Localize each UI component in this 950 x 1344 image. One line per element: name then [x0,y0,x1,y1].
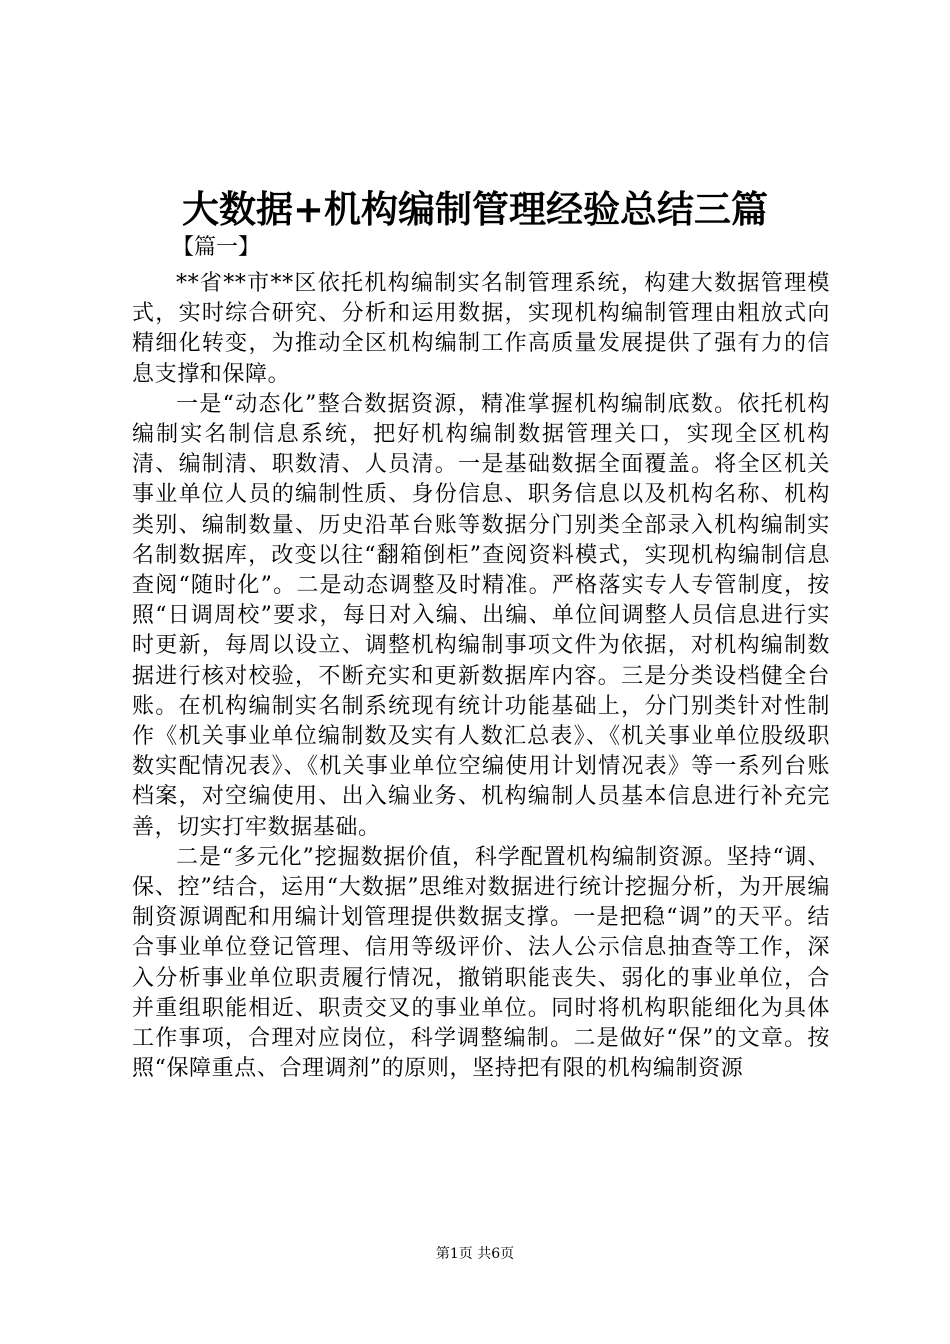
document-title: 大数据+机构编制管理经验总结三篇 [181,187,768,231]
section-label: 【篇一】 [172,235,261,260]
paragraph: 一是“动态化”整合数据资源，精准掌握机构编制底数。依托机构编制实名制信息系统，把好机构编制数据管理关口，实现全区机构清、编制清、职数清、人员清。一是基础数据全面覆盖。将全区机关事业单位人员的编制性质、身份信息、职务信息以及机构名称、机构类别、编制数量、历史沿革台账等数据分门别类全部录入机构编制实名制数据库，改变以往“翻箱倒柜”查阅资料模式，实现机构编制信息查阅“随时化”。二是动态调整及时精准。严格落实专人专管制度，按照“日调周校”要求，每日对入编、出编、单位间调整人员信息进行实时更新，每周以设立、调整机构编制事项文件为依据，对机构编制数据进行核对校验，不断充实和更新数据库内容。三是分类设档健全台账。在机构编制实名制系统现有统计功能基础上，分门别类针对性制作《机关事业单位编制数及实有人数汇总表》、《机关事业单位股级职数实配情况表》、《机关事业单位空编使用计划情况表》等一系列台账档案，对空编使用、出入编业务、机构编制人员基本信息进行补充完善，切实打牢数据基础。 [132,391,830,840]
paragraph: **省**市**区依托机构编制实名制管理系统，构建大数据管理模式，实时综合研究、分析和运用数据，实现机构编制管理由粗放式向精细化转变，为推动全区机构编制工作高质量发展提供了强有力的信息支撑和保障。 [132,271,830,387]
document-body [132,269,830,1084]
page-footer: 第1页 共6页 [435,1246,515,1262]
paragraph: 二是“多元化”挖掘数据价值，科学配置机构编制资源。坚持“调、保、控”结合，运用“大数据”思维对数据进行统计挖掘分析，为开展编制资源调配和用编计划管理提供数据支撑。一是把稳“调”的天平。结合事业单位登记管理、信用等级评价、法人公示信息抽查等工作，深入分析事业单位职责履行情况，撤销职能丧失、弱化的事业单位，合并重组职能相近、职责交叉的事业单位。同时将机构职能细化为具体工作事项，合理对应岗位，科学调整编制。二是做好“保”的文章。按照“保障重点、合理调剂”的原则，坚持把有限的机构编制资源 [132,844,830,1082]
